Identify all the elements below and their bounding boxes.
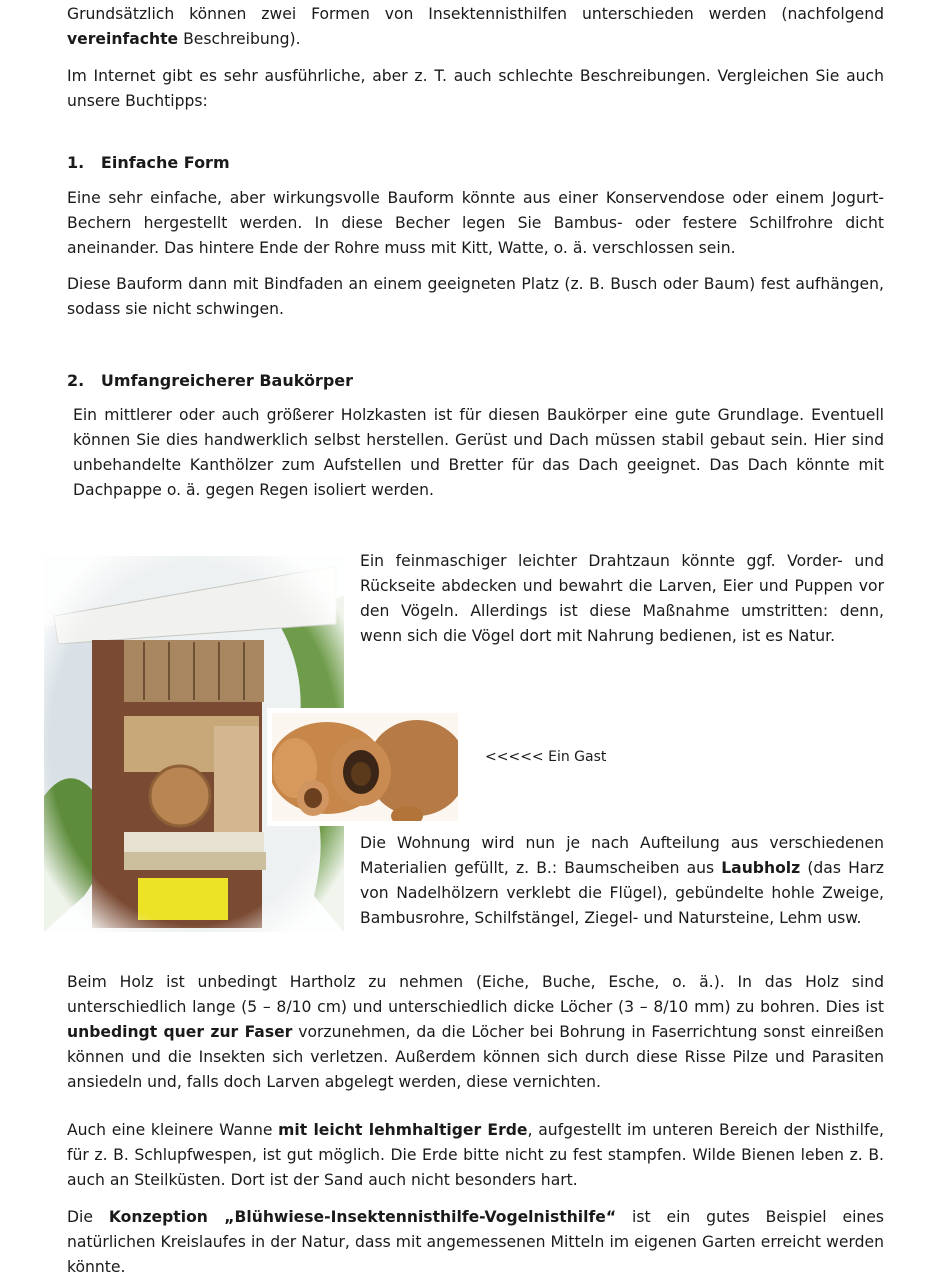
- intro-bold: vereinfachte: [67, 30, 179, 48]
- guest-caption: <<<<< Ein Gast: [485, 749, 607, 765]
- tub-text-end: , aufgestellt im unteren Bereich der Nisthilfe, für z. B. Schlupfwespen, ist gut möglich. Die Erde bitte nicht zu fest stampfen. Wilde Bienen leben z. B. auch an Steilküsten. Dort ist der Sand auch nicht besonders hart.: [67, 1121, 884, 1189]
- tub-paragraph: [67, 1118, 884, 1193]
- wood-text-end: vorzunehmen, da die Löcher bei Bohrung in Faserrichtung sonst einreißen können und die Insekten sich verletzen. Außerdem können sich durch diese Risse Pilze und Parasiten ansiedeln und, falls doch Larven abgelegt werden, diese vernichten.: [67, 1023, 884, 1091]
- concept-bold: Konzeption „Blühwiese-Insektennisthilfe-Vogelnisthilfe“: [108, 1208, 617, 1226]
- wood-paragraph: [67, 970, 884, 1095]
- tub-text: Auch eine kleinere Wanne: [67, 1121, 279, 1139]
- filling-paragraph: [360, 831, 884, 931]
- concept-text-end: ist ein gutes Beispiel eines natürlichen Kreislaufes in der Natur, dass mit angemessenen Mitteln im eigenen Garten erreicht werden könnte.: [67, 1208, 885, 1276]
- section-1-heading: 1. Einfache Form: [67, 153, 230, 172]
- filling-text-end: (das Harz von Nadelhölzern verklebt die Flügel), gebündelte hohle Zweige, Bambusrohre, Schilfstängel, Ziegel- und Natursteine, Lehm usw.: [360, 859, 884, 927]
- wire-fence-paragraph: Ein feinmaschiger leichter Drahtzaun könnte ggf. Vorder- und Rückseite abdecken und bewahrt die Larven, Eier und Puppen vor den Vögeln. Allerdings ist diese Maßnahme umstritten: denn, wenn sich die Vögel dort mit Nahrung bedienen, ist es Natur.: [360, 552, 884, 645]
- intro-text: Grundsätzlich können zwei Formen von Insektennisthilfen unterschieden werden (nachfolgend: [67, 5, 884, 23]
- intro-paragraph-2: Im Internet gibt es sehr ausführliche, aber z. T. auch schlechte Beschreibungen. Vergleichen Sie auch unsere Buchtipps:: [67, 67, 884, 110]
- filling-text: Die Wohnung wird nun je nach Aufteilung aus verschiedenen Materialien gefüllt, z. B.: Baumscheiben aus: [360, 834, 884, 877]
- intro-paragraph-1: [67, 2, 884, 52]
- section-2-heading: 2. Umfangreicherer Baukörper: [67, 371, 354, 390]
- section-1-paragraph-2: Diese Bauform dann mit Bindfaden an einem geeigneten Platz (z. B. Busch oder Baum) fest aufhängen, sodass sie nicht schwingen.: [67, 275, 884, 318]
- intro-text-end: Beschreibung).: [178, 30, 301, 48]
- section-2-paragraph-1: Ein mittlerer oder auch größerer Holzkasten ist für diesen Baukörper eine gute Grundlage. Eventuell können Sie dies handwerklich selbst herstellen. Gerüst und Dach müssen stabil gebaut sein. Hier sind unbehandelte Kanthölzer zum Aufstellen und Bretter für das Dach geeignet. Das Dach könnte mit Dachpappe o. ä. gegen Regen isoliert werden.: [73, 406, 884, 499]
- bee-guest-photo: [267, 708, 463, 826]
- wood-text: Beim Holz ist unbedingt Hartholz zu nehmen (Eiche, Buche, Esche, o. ä.). In das Holz sind unterschiedlich lange (5 – 8/10 cm) und unterschiedlich dicke Löcher (3 – 8/10 mm) zu bohren. Dies ist: [67, 973, 884, 1016]
- concept-text: Die: [67, 1208, 109, 1226]
- tub-bold: mit leicht lehmhaltiger Erde: [278, 1121, 528, 1139]
- concept-paragraph: [67, 1205, 884, 1280]
- filling-bold: Laubholz: [721, 859, 801, 877]
- wood-bold: unbedingt quer zur Faser: [67, 1023, 293, 1041]
- section-1-paragraph-1: Eine sehr einfache, aber wirkungsvolle Bauform könnte aus einer Konservendose oder einem Jogurt-Bechern hergestellt werden. In diese Becher legen Sie Bambus- oder festere Schilfrohre dicht aneinander. Das hintere Ende der Rohre muss mit Kitt, Watte, o. ä. verschlossen sein.: [67, 189, 884, 257]
